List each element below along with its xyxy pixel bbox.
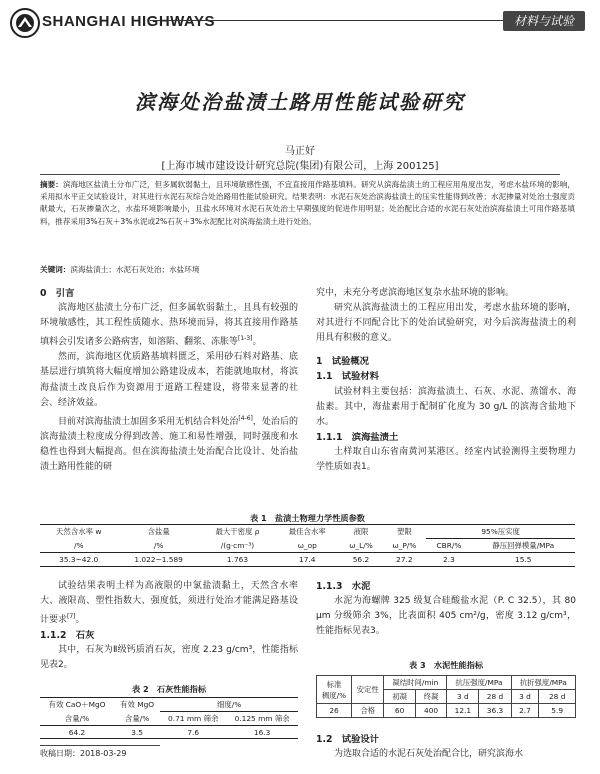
table-subheader: 28 d	[539, 690, 576, 704]
table-cell: 1.763	[226, 555, 249, 564]
abstract	[40, 179, 575, 228]
article-title: 滨海处治盐渍土路用性能试验研究	[135, 90, 465, 114]
table-cell: 400	[415, 704, 446, 718]
right-column-2	[316, 579, 576, 639]
table-header: 有效 MgO	[120, 700, 155, 710]
table-header: 塑限	[397, 527, 412, 537]
subsection-heading: 1.1 试验材料	[316, 371, 379, 383]
left-column-1	[40, 286, 298, 475]
table-cell: 1.022~1.589	[134, 555, 183, 564]
section-heading: 0 引言	[40, 288, 75, 299]
table-cell: 26	[317, 704, 352, 718]
table-unit: CBR/%	[436, 541, 462, 550]
table-subheader: 初凝	[384, 690, 415, 704]
table-header: 最佳含水率	[288, 527, 326, 537]
section-tag: 材料与试验	[503, 11, 585, 31]
table-header: 细度/%	[160, 698, 298, 712]
left-column-2	[40, 579, 298, 674]
table-cell: 56.2	[352, 555, 370, 564]
paragraph: 为选取合适的水泥石灰处治配合比，研究滨海水	[334, 749, 524, 760]
table-2	[40, 697, 298, 739]
table-cell: 16.3	[253, 727, 271, 737]
table-1	[40, 524, 575, 567]
divider	[40, 174, 560, 175]
header-rule	[150, 20, 510, 21]
table-unit: 含量/%	[64, 713, 90, 723]
paragraph: 然而，滨海地区优质路基填料匮乏，采用砂石料对路基、底基层进行填筑将大幅度增加公路建设成本，若能就地取材，将滨海盐渍土改良后作为资源用于道路工程建设，将带来显著的社会、经济效益。	[40, 352, 298, 408]
keywords	[40, 264, 575, 276]
table-cell: 合格	[352, 704, 384, 718]
paragraph: 土样取自山东省南黄河某港区。经室内试验测得主要物理力学性质如表1。	[316, 446, 576, 473]
table-unit: ω_L/%	[349, 540, 373, 550]
table-cell: 35.3~42.0	[59, 555, 99, 564]
table-cell: 64.2	[68, 727, 86, 737]
keywords-label: 关键词：	[40, 265, 71, 274]
subsection-heading: 1.1.1 滨海盐渍土	[316, 431, 399, 443]
table-header: 标准 稠度/%	[317, 676, 352, 704]
table-cell: 3.5	[131, 727, 143, 737]
table-cell: 7.6	[187, 727, 200, 737]
table-subheader: 3 d	[511, 690, 539, 704]
paragraph: 试验材料主要包括：滨海盐渍土、石灰、水泥、蒸馏水、海盐素。其中，海盐素用于配制矿化度为 30 g/L 的滨海含盐地下水。	[316, 386, 576, 427]
table-cell: 60	[384, 704, 415, 718]
table-unit: 含量/%	[124, 713, 150, 723]
abstract-text: 滨海地区盐渍土分布广泛，但多属软弱黏土，且环境敏感性强，不宜直接用作路基填料。研究从滨海盐渍土的工程应用角度出发，考虑水盐环境的影响，采用拟水平正交试验设计，对其进行水泥石灰综合处治路用性能试验研究。结果表明：水泥石灰处治滨海盐渍土的压实性能得到改善；水泥掺量对处治土强度贡献最大，石灰掺量次之，水盐环境影响最小，且盐水环境对水泥石灰处治土早期强度的促进作用明显；处治配比合适的水泥石灰处治滨海盐渍土可用作路基填料，推荐采用3%石灰＋3%水泥或2%石灰＋3%水泥配比对滨海盐渍土进行处治。	[40, 180, 575, 226]
table-header: 液限	[353, 527, 369, 537]
table-subheader: 28 d	[479, 690, 511, 704]
table-header: 抗压强度/MPa	[447, 676, 511, 690]
table-unit: 0.125 mm 筛余	[234, 714, 290, 723]
table-header: 抗折强度/MPa	[511, 676, 575, 690]
table-unit: /%	[153, 540, 164, 550]
section-heading: 1 试验概况	[316, 356, 369, 368]
table-cell: 5.9	[539, 704, 576, 718]
table-caption: 表 3 水泥性能指标	[408, 660, 484, 670]
subsection-heading: 1.1.2 石灰	[40, 630, 95, 642]
table-cell: 2.3	[443, 555, 455, 564]
table-cell: 36.3	[479, 704, 511, 718]
table-cell: 12.1	[447, 704, 479, 718]
subsection-heading: 1.2 试验设计	[316, 734, 379, 745]
table-3	[316, 675, 576, 718]
table-header: 安定性	[352, 676, 384, 704]
table-header: 含盐量	[147, 527, 170, 537]
citation: [7]	[67, 613, 76, 621]
citation: [4-6]	[238, 414, 253, 422]
table-header: 最大干密度 ρ	[215, 527, 260, 537]
table-header: 凝结时间/min	[384, 676, 447, 690]
table-cell: 27.2	[396, 555, 413, 564]
affiliation: [上海市城市建设设计研究总院(集团)有限公司，上海 200125]	[161, 161, 439, 172]
subsection-heading: 1.1.3 水泥	[316, 581, 371, 592]
table-unit: ω_op	[297, 540, 317, 550]
table-caption: 表 2 石灰性能指标	[131, 684, 207, 694]
table-subheader: 终凝	[415, 690, 446, 704]
citation: [1-3]	[238, 335, 253, 343]
paragraph: 究中，未充分考虑滨海地区复杂水盐环境的影响。	[316, 288, 515, 298]
paragraph: 滨海地区盐渍土分布广泛，但多属软弱黏土，且具有较强的环境敏感性，其工程性质随水、热环境而异，将其直接用作路基填料会引发诸多公路病害，如溶陷、翻浆、冻胀等[1-3]。	[40, 303, 298, 348]
paragraph: 试验结果表明土样为高液限的中氯盐渍黏土，天然含水率大、液限高、塑性指数大、强度低，须进行处治才能满足路基设计要求[7]。	[40, 581, 298, 626]
table-unit: 0.71 mm 筛余	[168, 714, 219, 723]
table-caption: 表 1 盐渍土物理力学性质参数	[250, 513, 365, 523]
logo-emblem-icon	[14, 12, 36, 34]
author: 马正好	[285, 146, 315, 157]
footnote-rule	[40, 745, 160, 746]
table-header: 有效 CaO＋MgO	[48, 700, 106, 710]
table-unit: ω_P/%	[392, 540, 417, 550]
paragraph: 目前对滨海盐渍土加固多采用无机结合料处治[4-6]，处治后的滨海盐渍土粒度成分得到改善、施工和易性增强，同时强度和水稳性也得到大幅提高。但在滨海盐渍土处治配合比设计、处治盐渍土路用性能的研	[40, 414, 298, 473]
table-unit: /%	[73, 540, 84, 550]
right-column-3	[316, 732, 576, 762]
table-unit: 静压回弹模量/MPa	[492, 541, 555, 550]
table-header: 95%压实度	[426, 525, 575, 539]
paragraph: 研究从滨海盐渍土的工程应用出发，考虑水盐环境的影响，对其进行不同配合比下的处治试验研究，对今后滨海盐渍土的利用具有积极的意义。	[316, 303, 576, 344]
table-subheader: 3 d	[447, 690, 479, 704]
abstract-label: 摘要：	[40, 180, 63, 189]
table-cell: 2.7	[511, 704, 539, 718]
paragraph: 水泥为海螺牌 325 级复合硅酸盐水泥（P. C 32.5），其 80 μm 分级筛余 3%，比表面积 405 cm²/g，密度 3.12 g/cm³，性能指标见表3。	[316, 596, 576, 637]
table-unit: /(g·cm⁻³)	[220, 540, 255, 550]
table-cell: 17.4	[299, 555, 316, 564]
keywords-text: 滨海盐渍土；水泥石灰处治；水盐环境	[70, 265, 200, 274]
paragraph: 其中，石灰为Ⅱ级钙质消石灰，密度 2.23 g/cm³，性能指标见表2。	[40, 645, 298, 671]
logo	[10, 8, 40, 38]
table-header: 天然含水率 w	[56, 527, 102, 537]
journal-brand: SHANGHAI HIGHWAYS	[42, 13, 215, 30]
table-cell: 15.5	[515, 555, 532, 564]
right-column-1	[316, 286, 576, 475]
received-date: 收稿日期：2018-03-29	[40, 749, 127, 758]
